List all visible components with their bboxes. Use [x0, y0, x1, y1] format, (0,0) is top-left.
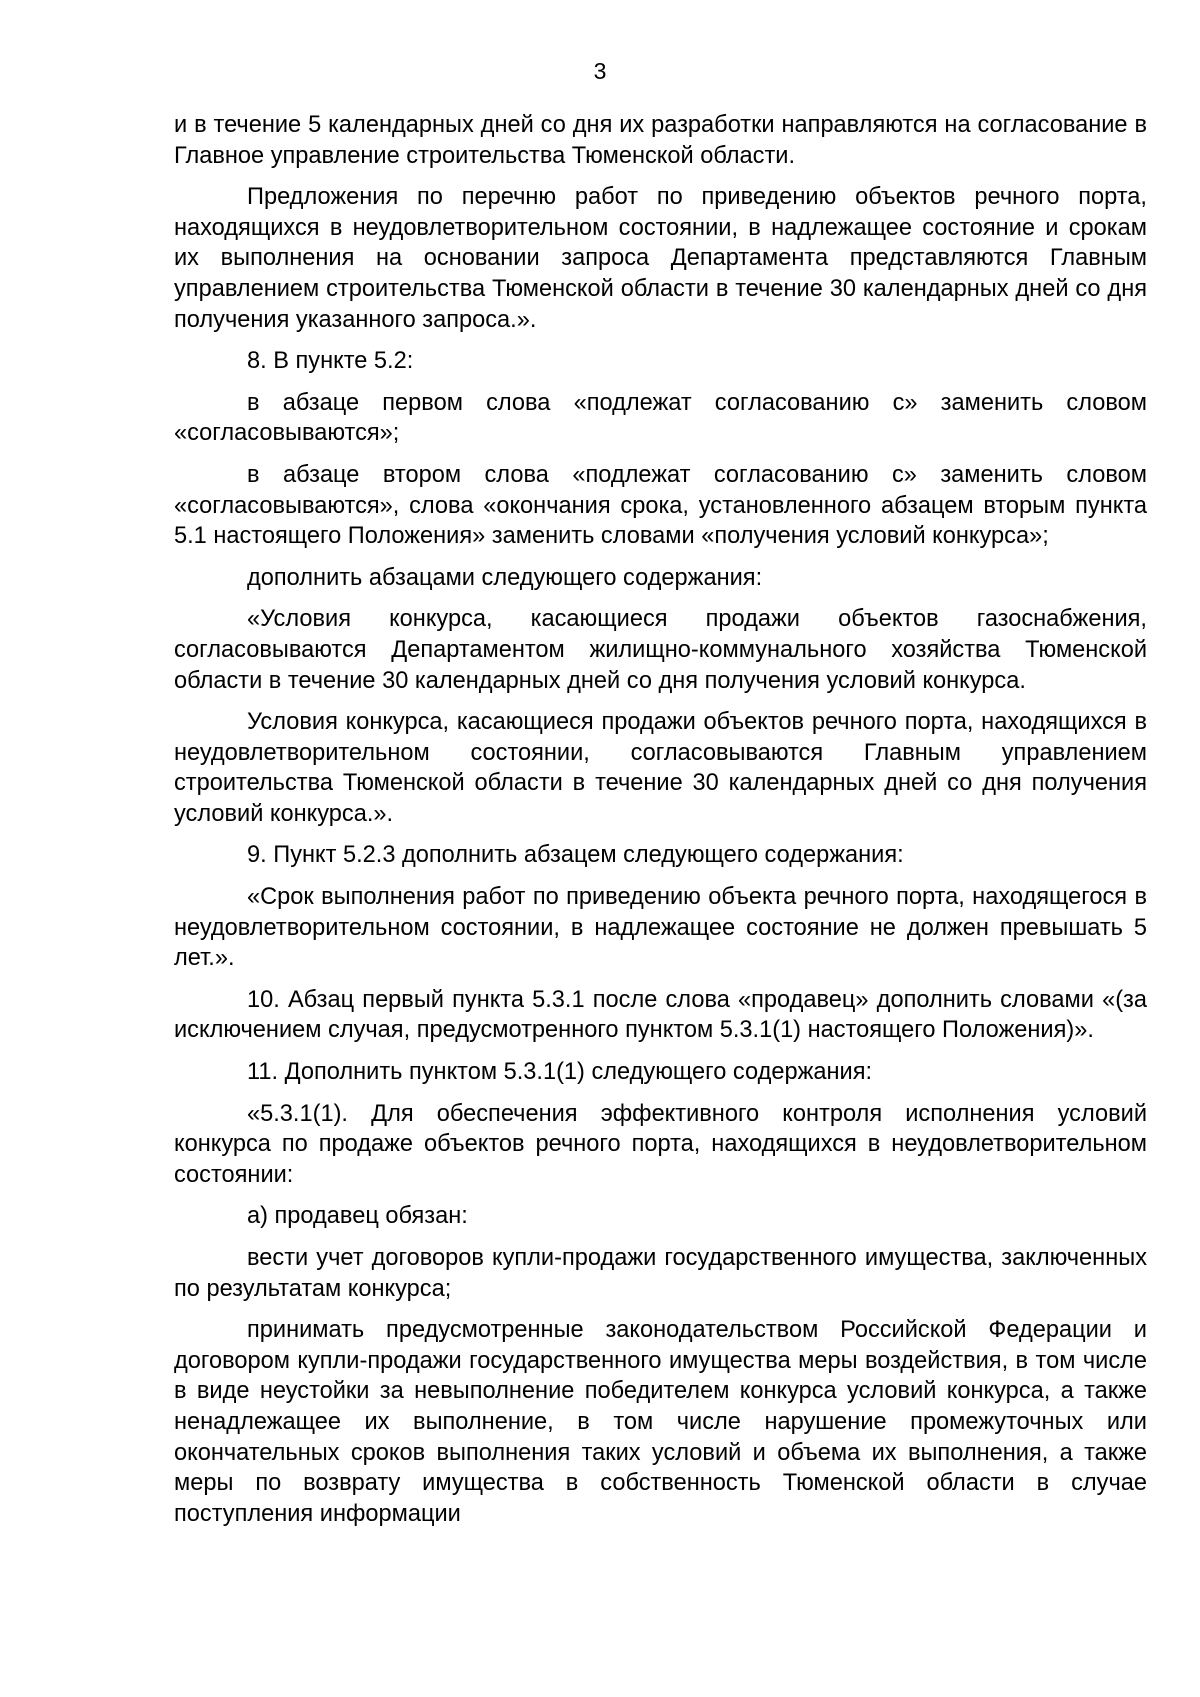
paragraph: и в течение 5 календарных дней со дня их разработки направляются на согласование в Главное управление строительства Тюменской области.	[174, 112, 1147, 169]
document-body	[174, 110, 1147, 1540]
paragraph: «5.3.1(1). Для обеспечения эффективного контроля исполнения условий конкурса по продаже объектов речного порта, находящихся в неудовлетворительном состоянии:	[174, 1100, 1147, 1188]
paragraph: 10. Абзац первый пункта 5.3.1 после слова «продавец» дополнить словами «(за исключением случая, предусмотренного пунктом 5.3.1(1) настоящего Положения)».	[174, 986, 1147, 1044]
paragraph: 11. Дополнить пунктом 5.3.1(1) следующего содержания:	[247, 1059, 873, 1086]
paragraph: а) продавец обязан:	[247, 1203, 468, 1230]
paragraph: «Условия конкурса, касающиеся продажи объектов газоснабжения, согласовываются Департаментом жилищно-коммунального хозяйства Тюменской области в течение 30 календарных дней со дня получения условий конкурса.	[174, 606, 1147, 694]
paragraph: вести учет договоров купли-продажи государственного имущества, заключенных по результатам конкурса;	[174, 1245, 1147, 1302]
paragraph: Условия конкурса, касающиеся продажи объектов речного порта, находящихся в неудовлетворительном состоянии, согласовываются Главным управлением строительства Тюменской области в течение 30 календарных дней со дня получения условий конкурса.».	[174, 709, 1147, 827]
paragraph: принимать предусмотренные законодательством Российской Федерации и договором купли-продажи государственного имущества меры воздействия, в том числе в виде неустойки за невыполнение победителем конкурса условий конкурса, а также ненадлежащее их выполнение, в том числе нарушение промежуточных или окончательных сроков выполнения таких условий и объема их выполнения, а также меры по возврату имущества в собственность Тюменской области в случае поступления информации	[174, 1317, 1147, 1527]
page-number: 3	[593, 58, 607, 84]
paragraph: Предложения по перечню работ по приведению объектов речного порта, находящихся в неудовлетворительном состоянии, в надлежащее состояние и срокам их выполнения на основании запроса Департамента представляются Главным управлением строительства Тюменской области в течение 30 календарных дней со дня получения указанного запроса.».	[174, 184, 1147, 333]
paragraph: «Срок выполнения работ по приведению объекта речного порта, находящегося в неудовлетворительном состоянии, в надлежащее состояние не должен превышать 5 лет.».	[174, 884, 1147, 972]
paragraph: в абзаце втором слова «подлежат согласованию с» заменить словом «согласовываются», слова «окончания срока, установленного абзацем вторым пункта 5.1 настоящего Положения» заменить словами «получения условий конкурса»;	[174, 461, 1147, 550]
paragraph: в абзаце первом слова «подлежат согласованию с» заменить словом «согласовываются»;	[174, 389, 1147, 447]
paragraph: 8. В пункте 5.2:	[247, 348, 414, 375]
paragraph: дополнить абзацами следующего содержания:	[247, 564, 763, 591]
paragraph: 9. Пункт 5.2.3 дополнить абзацем следующего содержания:	[247, 842, 904, 869]
